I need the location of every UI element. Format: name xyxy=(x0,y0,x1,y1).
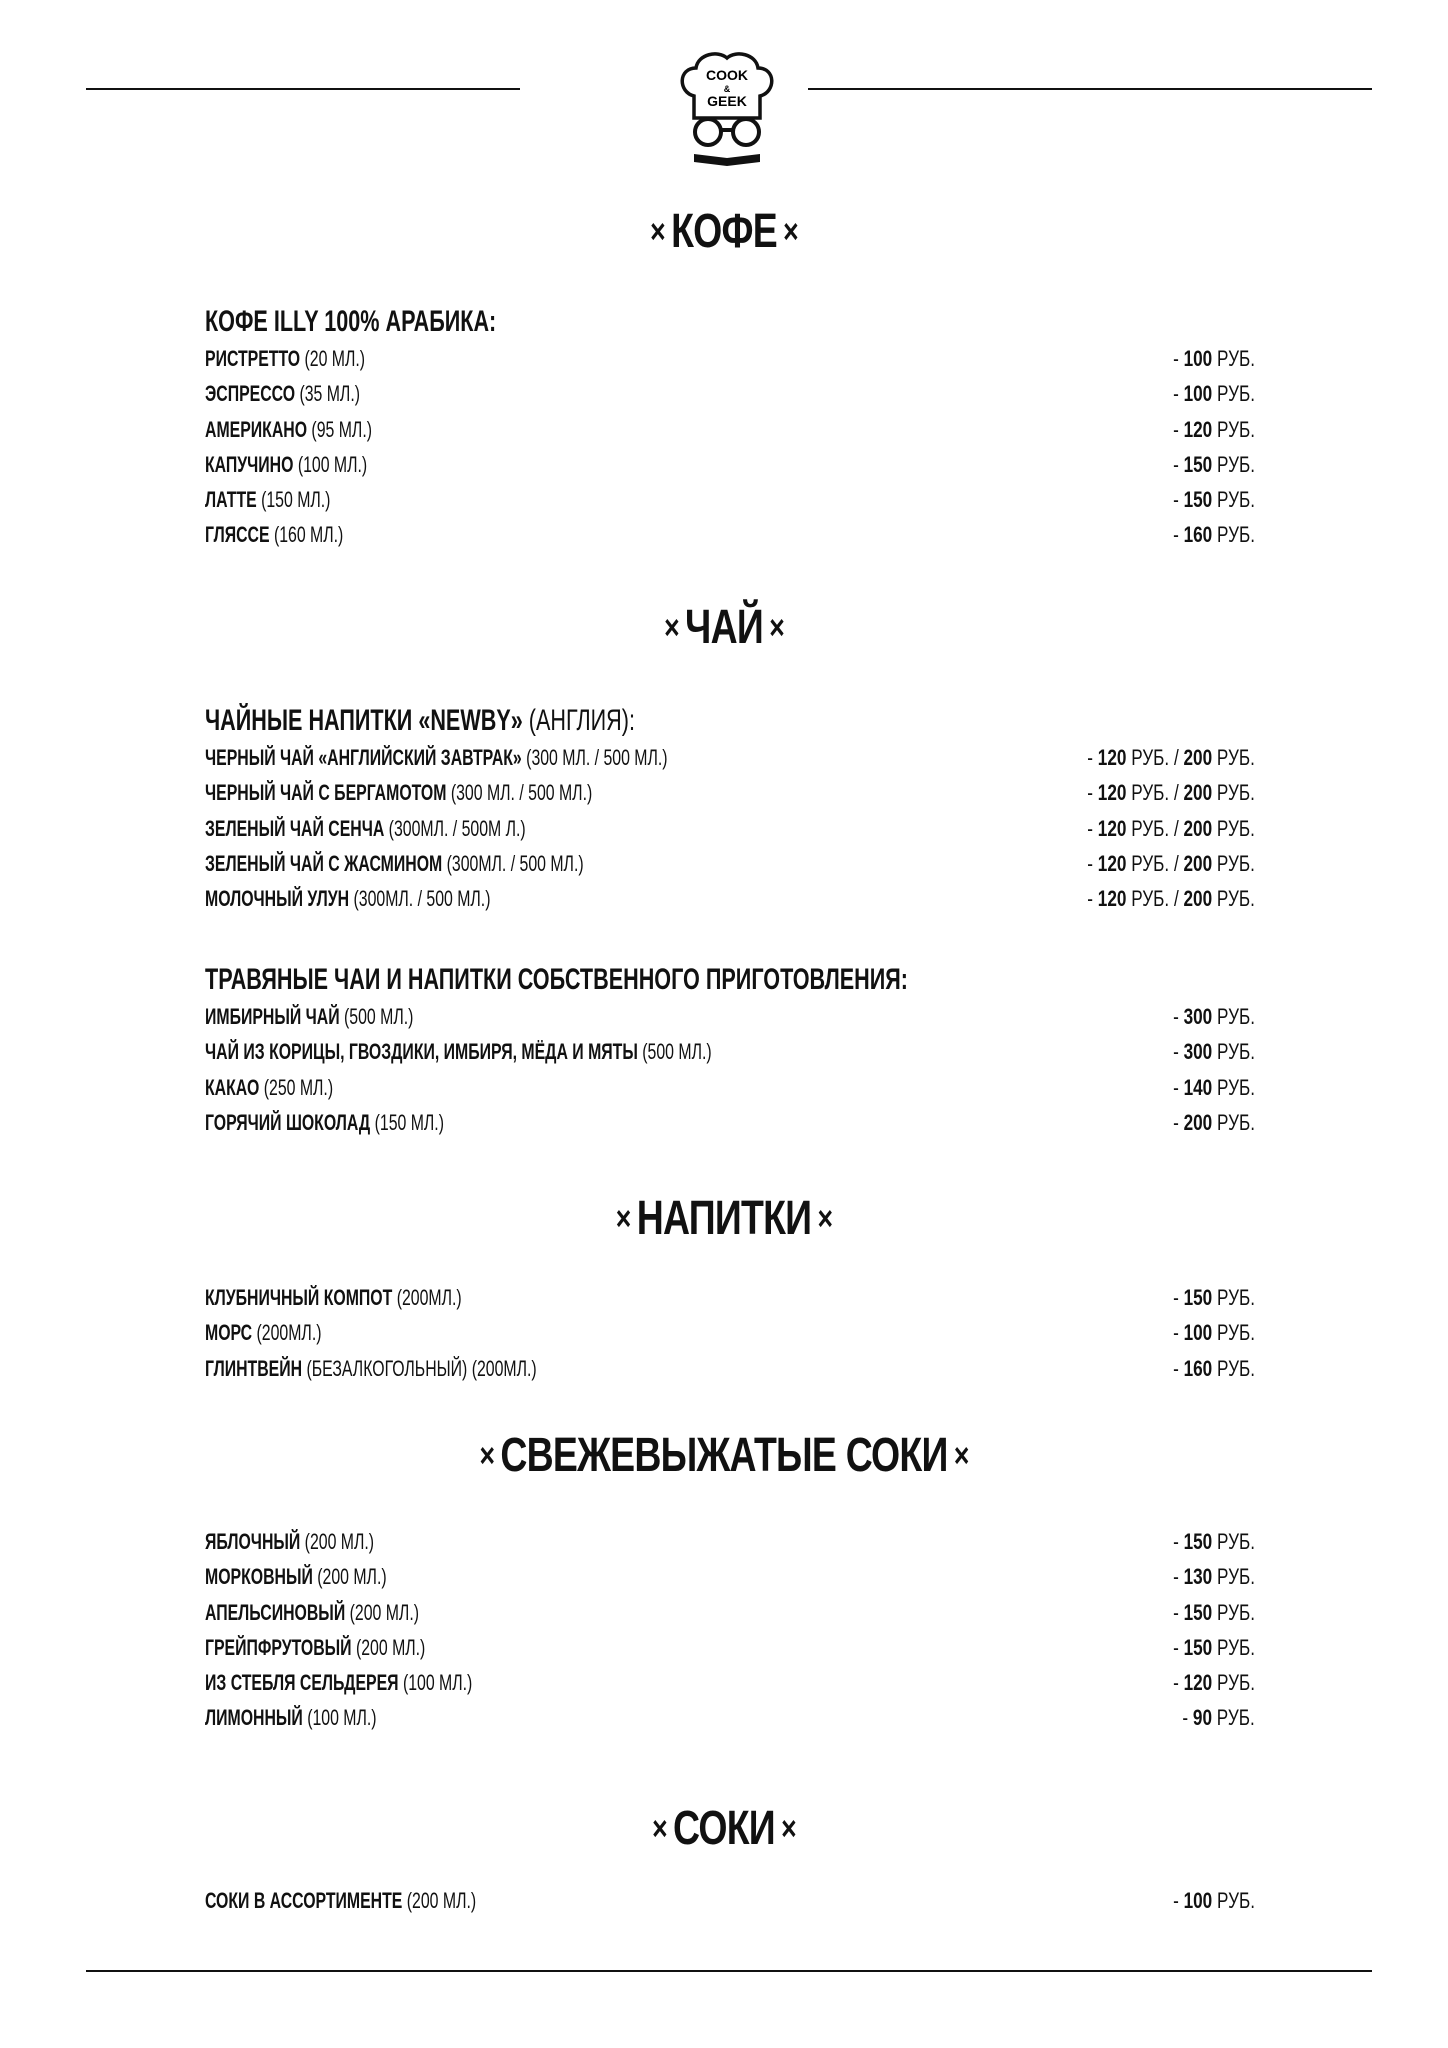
price-dash: - xyxy=(1173,522,1179,548)
fresh-list xyxy=(205,1527,1255,1739)
juices-list xyxy=(205,1886,1255,1921)
menu-item xyxy=(205,849,1255,884)
price-unit: РУБ. xyxy=(1216,1004,1255,1029)
price-dash: - xyxy=(1173,1888,1179,1913)
logo-text-amp: & xyxy=(723,84,731,94)
price-value: 120 xyxy=(1097,780,1127,806)
item-price xyxy=(1173,415,1255,445)
price-dash: - xyxy=(1173,1285,1179,1310)
item-name xyxy=(205,379,360,409)
top-rule-right xyxy=(808,88,1372,90)
price-value: 120 xyxy=(1097,745,1127,770)
menu-item xyxy=(205,1886,1255,1921)
section-title-text: СОКИ xyxy=(673,1802,775,1855)
price-unit: РУБ. xyxy=(1216,1888,1255,1913)
price-dash: - xyxy=(1087,815,1094,841)
price-dash: - xyxy=(1087,886,1094,912)
item-title: ЧЕРНЫЙ ЧАЙ С БЕРГАМОТОМ xyxy=(205,780,447,806)
herbal-list xyxy=(205,1002,1255,1143)
top-rule-left xyxy=(86,88,520,90)
price-value-large: 200 xyxy=(1183,850,1213,876)
item-volume: (160 МЛ.) xyxy=(273,522,344,548)
price-unit: РУБ. xyxy=(1216,416,1255,442)
price-value: 200 xyxy=(1183,1109,1213,1135)
item-title: КАПУЧИНО xyxy=(205,451,294,477)
item-name xyxy=(205,884,490,914)
item-title: МОРКОВНЫЙ xyxy=(205,1564,313,1590)
drinks-list xyxy=(205,1283,1255,1389)
section-title-text: КОФЕ xyxy=(671,205,777,258)
price-value: 300 xyxy=(1183,1004,1213,1029)
price-value-large: 200 xyxy=(1183,780,1213,806)
price-value: 100 xyxy=(1183,346,1213,371)
price-unit: РУБ. xyxy=(1216,381,1255,407)
price-unit: РУБ. xyxy=(1216,886,1255,912)
price-dash: - xyxy=(1173,1670,1179,1696)
item-volume: (300 МЛ. / 500 МЛ.) xyxy=(526,745,668,770)
cross-icon: × xyxy=(652,1810,667,1848)
item-price xyxy=(1173,1527,1255,1557)
price-unit: РУБ. xyxy=(1216,346,1255,371)
price-value: 150 xyxy=(1183,1599,1213,1625)
price-unit: РУБ. xyxy=(1216,1599,1255,1625)
cross-icon: × xyxy=(664,609,679,647)
price-unit: РУБ. / xyxy=(1131,780,1179,806)
item-title: ЗЕЛЕНЫЙ ЧАЙ С ЖАСМИНОМ xyxy=(205,850,443,876)
item-title: ЗЕЛЕНЫЙ ЧАЙ СЕНЧА xyxy=(205,815,385,841)
item-volume: (200 МЛ.) xyxy=(304,1529,375,1554)
price-value: 150 xyxy=(1183,1634,1213,1660)
price-dash: - xyxy=(1173,1039,1179,1065)
price-dash: - xyxy=(1173,451,1179,477)
price-unit: РУБ. xyxy=(1216,1109,1255,1135)
price-value: 120 xyxy=(1183,1670,1213,1696)
logo-text-geek: GEEK xyxy=(707,93,747,109)
item-volume: (100 МЛ.) xyxy=(297,451,368,477)
price-dash: - xyxy=(1173,1634,1179,1660)
item-title: ЛАТТЕ xyxy=(205,487,257,513)
item-volume: (200 МЛ.) xyxy=(349,1599,419,1625)
price-unit: РУБ. xyxy=(1216,850,1255,876)
cross-icon: × xyxy=(783,213,798,251)
item-price xyxy=(1173,1108,1255,1138)
group-title-newby xyxy=(205,703,925,739)
item-price xyxy=(1173,1073,1255,1103)
price-unit: РУБ. xyxy=(1216,1670,1255,1696)
group-title-illy: КОФЕ ILLY 100% АРАБИКА: xyxy=(205,305,497,338)
price-value: 100 xyxy=(1183,381,1213,407)
menu-item xyxy=(205,1318,1255,1353)
section-title-drinks xyxy=(159,1191,1288,1247)
item-name xyxy=(205,1037,712,1067)
item-volume: (20 МЛ.) xyxy=(304,346,366,371)
item-title: СОКИ В АССОРТИМЕНТЕ xyxy=(205,1888,403,1913)
price-value-large: 200 xyxy=(1183,745,1213,770)
item-price xyxy=(1183,1703,1255,1733)
item-volume: (100 МЛ.) xyxy=(402,1670,473,1696)
price-unit: РУБ. xyxy=(1216,1285,1255,1310)
item-price xyxy=(1173,1562,1255,1592)
item-name xyxy=(205,1886,476,1916)
item-price xyxy=(1173,379,1255,409)
item-price xyxy=(1173,485,1255,515)
item-name xyxy=(205,1073,333,1103)
item-name xyxy=(205,1703,377,1733)
cross-icon: × xyxy=(781,1810,796,1848)
item-name xyxy=(205,778,592,808)
item-price xyxy=(1173,1354,1255,1384)
item-price xyxy=(1173,344,1255,374)
item-volume: (300МЛ. / 500 МЛ.) xyxy=(353,886,491,912)
coffee-list xyxy=(205,344,1255,556)
group-title-herbal: ТРАВЯНЫЕ ЧАИ И НАПИТКИ СОБСТВЕННОГО ПРИГОТОВЛЕНИЯ: xyxy=(205,963,909,996)
item-volume: (200 МЛ.) xyxy=(406,1888,477,1913)
item-volume: (250 МЛ.) xyxy=(263,1074,334,1100)
price-unit: РУБ. xyxy=(1216,1705,1255,1731)
price-unit: РУБ. xyxy=(1216,1074,1255,1100)
group-title-text: ЧАЙНЫЕ НАПИТКИ «NEWBY» xyxy=(205,704,523,737)
price-dash: - xyxy=(1173,1004,1179,1029)
price-value: 120 xyxy=(1097,886,1127,912)
price-dash: - xyxy=(1087,745,1094,770)
item-name xyxy=(205,1354,537,1384)
item-price xyxy=(1087,884,1255,914)
price-dash: - xyxy=(1173,1320,1179,1346)
price-unit: РУБ. xyxy=(1216,522,1255,548)
cross-icon: × xyxy=(953,1437,969,1475)
price-value: 150 xyxy=(1183,1529,1213,1554)
logo-text-cook: COOK xyxy=(706,67,748,83)
item-volume: (300МЛ. / 500 МЛ.) xyxy=(446,850,584,876)
item-title: РИСТРЕТТО xyxy=(205,346,301,371)
price-dash: - xyxy=(1173,346,1179,371)
item-title: ИЗ СТЕБЛЯ СЕЛЬДЕРЕЯ xyxy=(205,1670,399,1696)
item-volume: (150 МЛ.) xyxy=(374,1109,444,1135)
price-unit: РУБ. xyxy=(1216,745,1255,770)
price-value: 300 xyxy=(1183,1039,1213,1065)
item-name xyxy=(205,450,367,480)
section-title-juices xyxy=(159,1801,1288,1857)
price-unit: РУБ. xyxy=(1216,1039,1255,1065)
item-volume: (200МЛ.) xyxy=(256,1320,322,1346)
bottom-rule xyxy=(86,1970,1372,1972)
price-unit: РУБ. xyxy=(1216,1564,1255,1590)
price-dash: - xyxy=(1173,1109,1179,1135)
item-price xyxy=(1173,450,1255,480)
item-title: ГОРЯЧИЙ ШОКОЛАД xyxy=(205,1109,371,1135)
item-name xyxy=(205,849,584,879)
item-name xyxy=(205,1598,419,1628)
cross-icon: × xyxy=(615,1200,631,1238)
price-value-large: 200 xyxy=(1183,886,1213,912)
item-title: ГЛИНТВЕЙН xyxy=(205,1355,303,1381)
section-title-fresh xyxy=(159,1428,1288,1484)
item-title: МОРС xyxy=(205,1320,253,1346)
price-value: 150 xyxy=(1183,1285,1213,1310)
item-price xyxy=(1173,1886,1255,1916)
item-volume: (500 МЛ.) xyxy=(642,1039,712,1065)
menu-item xyxy=(205,379,1255,414)
item-price xyxy=(1087,814,1255,844)
item-name xyxy=(205,1283,462,1313)
item-volume: (300МЛ. / 500М Л.) xyxy=(388,815,526,841)
price-unit: РУБ. xyxy=(1216,780,1255,806)
menu-item xyxy=(205,1002,1255,1037)
item-name xyxy=(205,1002,413,1032)
tea-list xyxy=(205,743,1255,919)
menu-item xyxy=(205,520,1255,555)
menu-item xyxy=(205,1598,1255,1633)
item-title: ЧЕРНЫЙ ЧАЙ «АНГЛИЙСКИЙ ЗАВТРАК» xyxy=(205,745,522,770)
item-name xyxy=(205,485,330,515)
item-volume: (200МЛ.) xyxy=(396,1285,462,1310)
price-unit: РУБ. xyxy=(1216,815,1255,841)
item-volume: (35 МЛ.) xyxy=(299,381,361,407)
price-value: 120 xyxy=(1097,815,1127,841)
price-value: 90 xyxy=(1193,1705,1213,1731)
price-unit: РУБ. xyxy=(1216,451,1255,477)
item-price xyxy=(1087,778,1255,808)
price-value: 120 xyxy=(1097,850,1127,876)
cross-icon: × xyxy=(479,1437,495,1475)
item-title: ЛИМОННЫЙ xyxy=(205,1705,303,1731)
item-name xyxy=(205,1668,472,1698)
item-price xyxy=(1173,1037,1255,1067)
cross-icon: × xyxy=(769,609,784,647)
menu-item xyxy=(205,344,1255,379)
section-title-text: НАПИТКИ xyxy=(636,1192,812,1245)
item-name xyxy=(205,1527,374,1557)
item-volume: (200 МЛ.) xyxy=(317,1564,387,1590)
item-title: КАКАО xyxy=(205,1074,260,1100)
group-title-note: (АНГЛИЯ): xyxy=(528,704,635,737)
item-price xyxy=(1173,1668,1255,1698)
price-dash: - xyxy=(1173,1599,1179,1625)
item-title: ГРЕЙПФРУТОВЫЙ xyxy=(205,1634,352,1660)
menu-item xyxy=(205,814,1255,849)
item-name xyxy=(205,1562,387,1592)
item-price xyxy=(1173,520,1255,550)
item-volume: (БЕЗАЛКОГОЛЬНЫЙ) (200МЛ.) xyxy=(306,1355,537,1381)
section-title-coffee xyxy=(159,204,1288,260)
item-name xyxy=(205,1108,444,1138)
item-price xyxy=(1173,1002,1255,1032)
item-name xyxy=(205,344,365,374)
menu-item xyxy=(205,485,1255,520)
price-value: 100 xyxy=(1183,1888,1213,1913)
menu-item xyxy=(205,884,1255,919)
menu-item xyxy=(205,1562,1255,1597)
price-dash: - xyxy=(1173,381,1179,407)
item-title: ИМБИРНЫЙ ЧАЙ xyxy=(205,1004,340,1029)
item-volume: (95 МЛ.) xyxy=(311,416,373,442)
price-dash: - xyxy=(1173,1074,1179,1100)
item-title: АПЕЛЬСИНОВЫЙ xyxy=(205,1599,346,1625)
price-dash: - xyxy=(1173,487,1179,513)
item-price xyxy=(1087,743,1255,773)
menu-item xyxy=(205,1037,1255,1072)
item-name xyxy=(205,814,526,844)
menu-item xyxy=(205,1527,1255,1562)
item-title: АМЕРИКАНО xyxy=(205,416,308,442)
price-value: 140 xyxy=(1183,1074,1213,1100)
item-name xyxy=(205,415,372,445)
item-title: ЭСПРЕССО xyxy=(205,381,296,407)
price-dash: - xyxy=(1087,780,1094,806)
item-name xyxy=(205,1633,425,1663)
cross-icon: × xyxy=(650,213,665,251)
price-value: 150 xyxy=(1183,487,1213,513)
menu-item xyxy=(205,1283,1255,1318)
menu-item xyxy=(205,1354,1255,1389)
price-unit: РУБ. xyxy=(1216,1529,1255,1554)
section-title-tea xyxy=(159,600,1288,656)
price-value-large: 200 xyxy=(1183,815,1213,841)
item-price xyxy=(1173,1318,1255,1348)
price-unit: РУБ. xyxy=(1216,1355,1255,1381)
price-value: 100 xyxy=(1183,1320,1213,1346)
item-volume: (500 МЛ.) xyxy=(344,1004,414,1029)
item-name xyxy=(205,1318,322,1348)
price-dash: - xyxy=(1173,1529,1179,1554)
section-title-text: ЧАЙ xyxy=(685,601,763,654)
item-price xyxy=(1087,849,1255,879)
menu-item xyxy=(205,415,1255,450)
price-value: 160 xyxy=(1183,522,1213,548)
item-title: ЧАЙ ИЗ КОРИЦЫ, ГВОЗДИКИ, ИМБИРЯ, МЁДА И МЯТЫ xyxy=(205,1039,638,1065)
price-value: 160 xyxy=(1183,1355,1213,1381)
price-unit: РУБ. xyxy=(1216,1320,1255,1346)
price-unit: РУБ. / xyxy=(1131,745,1179,770)
item-title: ЯБЛОЧНЫЙ xyxy=(205,1529,301,1554)
menu-item xyxy=(205,1633,1255,1668)
price-unit: РУБ. / xyxy=(1131,815,1179,841)
item-price xyxy=(1173,1633,1255,1663)
item-volume: (150 МЛ.) xyxy=(261,487,331,513)
menu-item xyxy=(205,1073,1255,1108)
price-dash: - xyxy=(1173,1564,1179,1590)
menu-item xyxy=(205,1703,1255,1738)
price-value: 150 xyxy=(1183,451,1213,477)
price-unit: РУБ. xyxy=(1216,1634,1255,1660)
menu-item xyxy=(205,1108,1255,1143)
price-dash: - xyxy=(1182,1705,1189,1731)
item-title: МОЛОЧНЫЙ УЛУН xyxy=(205,886,350,912)
item-volume: (100 МЛ.) xyxy=(307,1705,377,1731)
price-unit: РУБ. / xyxy=(1131,886,1179,912)
item-price xyxy=(1173,1283,1255,1313)
menu-item xyxy=(205,778,1255,813)
item-title: ГЛЯССЕ xyxy=(205,522,270,548)
price-unit: РУБ. / xyxy=(1131,850,1179,876)
cross-icon: × xyxy=(817,1200,833,1238)
price-dash: - xyxy=(1173,1355,1179,1381)
menu-item xyxy=(205,450,1255,485)
item-title: КЛУБНИЧНЫЙ КОМПОТ xyxy=(205,1285,393,1310)
menu-item xyxy=(205,743,1255,778)
price-dash: - xyxy=(1087,850,1094,876)
section-title-text: СВЕЖЕВЫЖАТЫЕ СОКИ xyxy=(500,1429,948,1482)
item-volume: (300 МЛ. / 500 МЛ.) xyxy=(450,780,593,806)
item-name xyxy=(205,743,668,773)
price-value: 120 xyxy=(1183,416,1213,442)
menu-item xyxy=(205,1668,1255,1703)
item-volume: (200 МЛ.) xyxy=(355,1634,426,1660)
price-unit: РУБ. xyxy=(1216,487,1255,513)
price-dash: - xyxy=(1173,416,1179,442)
item-name xyxy=(205,520,343,550)
cook-and-geek-logo xyxy=(672,48,782,168)
item-price xyxy=(1173,1598,1255,1628)
price-value: 130 xyxy=(1183,1564,1213,1590)
